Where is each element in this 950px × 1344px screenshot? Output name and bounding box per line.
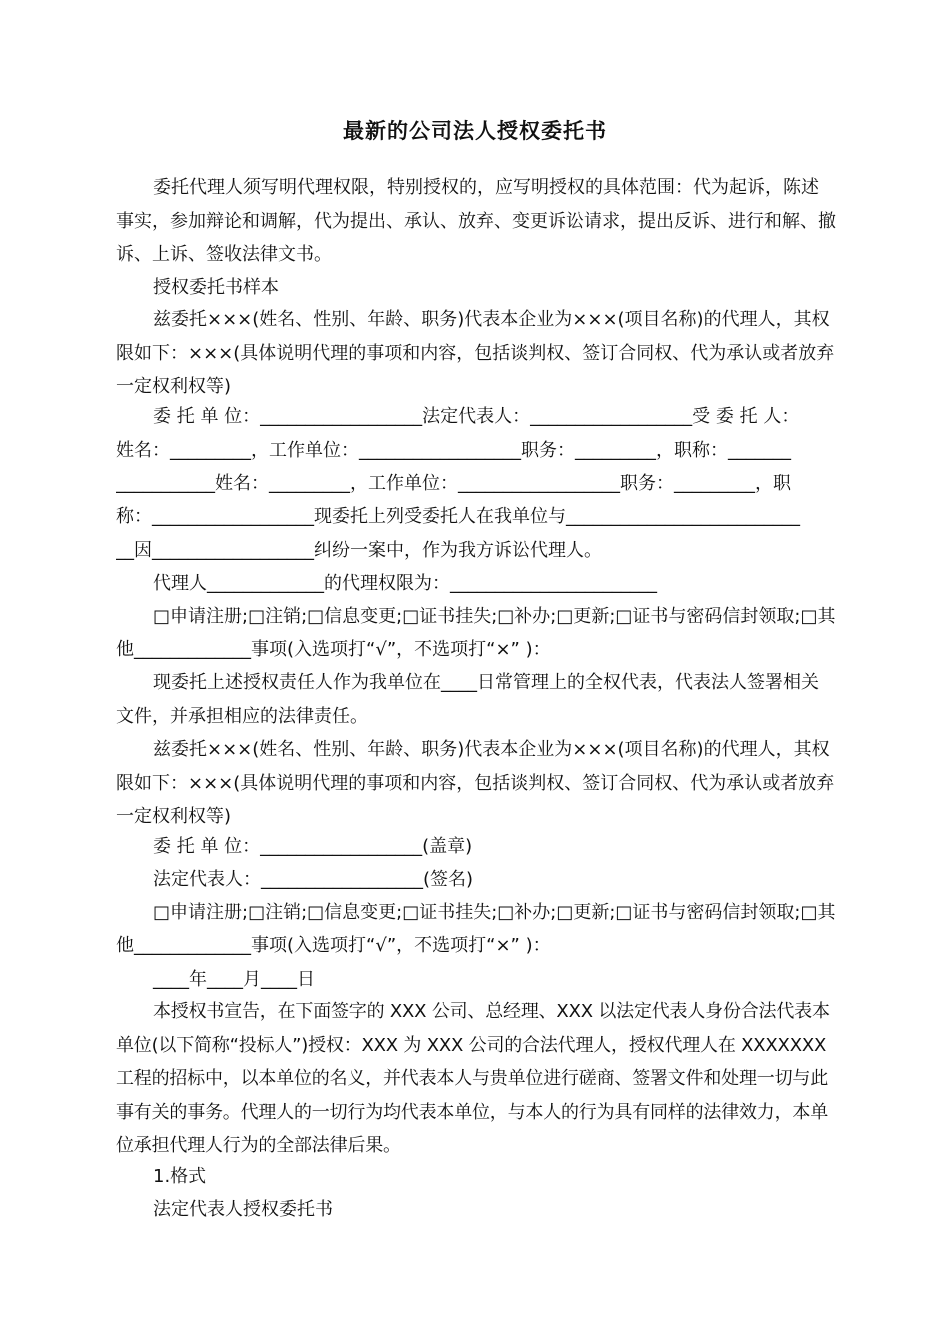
checkbox-options-line-2: 他_____________事项(入选项打“√”，不选项打“×” )：: [116, 639, 551, 660]
section-subtitle: 法定代表人授权委托书: [153, 1199, 333, 1220]
principal-unit-line: 委 托 单 位：__________________(盖章): [153, 836, 473, 857]
checkbox-options-line-3: □申请注册;□注销;□信息变更;□证书挂失;□补办;□更新;□证书与密码信封领取;□其: [153, 902, 836, 923]
paragraph-agent-scope: 代理人_____________的代理权限为：_______________________: [153, 573, 657, 594]
paragraph-sample-heading: 授权委托书样本: [153, 277, 279, 298]
form-line-5: __因__________________纠纷一案中，作为我方诉讼代理人。: [116, 540, 602, 561]
form-line-3: ___________姓名：_________，工作单位：__________________职务：_________，职: [116, 473, 791, 494]
checkbox-options-line-4: 他_____________事项(入选项打“√”，不选项打“×” )：: [116, 935, 551, 956]
checkbox-options-line-1: □申请注册;□注销;□信息变更;□证书挂失;□补办;□更新;□证书与密码信封领取;□其: [153, 606, 836, 627]
form-line-2: 姓名：_________，工作单位：__________________职务：_________，职称：_______: [116, 440, 791, 461]
form-line-4: 称：__________________现委托上列受委托人在我单位与__________________________: [116, 506, 800, 527]
paragraph-authorization-1: 兹委托×××(姓名、性别、年龄、职务)代表本企业为×××(项目名称)的代理人，其权限如下：×××(具体说明代理的事项和内容，包括谈判权、签订合同权、代为承认或者放弃一定权利权等): [116, 309, 835, 397]
legal-representative-line: 法定代表人：__________________(签名): [153, 869, 474, 890]
form-line-1: 委 托 单 位：__________________法定代表人：__________________受 委 托 人：: [153, 406, 800, 427]
paragraph-intro: 委托代理人须写明代理权限，特别授权的，应写明授权的具体范围：代为起诉，陈述事实，参加辩论和调解，代为提出、承认、放弃、变更诉讼请求，提出反诉、进行和解、撤诉、上诉、签收法律文书。: [116, 177, 836, 265]
paragraph-full-authority: 现委托上述授权责任人作为我单位在____日常管理上的全权代表，代表法人签署相关文件，并承担相应的法律责任。: [116, 672, 819, 727]
date-line: ____年____月____日: [153, 969, 315, 990]
section-format-heading: 1.格式: [153, 1166, 207, 1187]
paragraph-authorization-2: 兹委托×××(姓名、性别、年龄、职务)代表本企业为×××(项目名称)的代理人，其权限如下：×××(具体说明代理的事项和内容，包括谈判权、签订合同权、代为承认或者放弃一定权利权等): [116, 739, 835, 827]
paragraph-declaration: 本授权书宣告，在下面签字的 XXX 公司、总经理、XXX 以法定代表人身份合法代表本单位(以下简称“投标人”)授权：XXX 为 XXX 公司的合法代理人，授权代理人在 XXXXXXX 工程的招标中，以本单位的名义，并代表本人与贵单位进行磋商、签署文件和处理一切与此事有关的事务。代理人的一切行为均代表本单位，与本人的行为具有同样的法律效力，本单位承担代理人行为的全部法律后果。: [116, 1001, 832, 1156]
document-title: 最新的公司法人授权委托书: [343, 119, 607, 143]
